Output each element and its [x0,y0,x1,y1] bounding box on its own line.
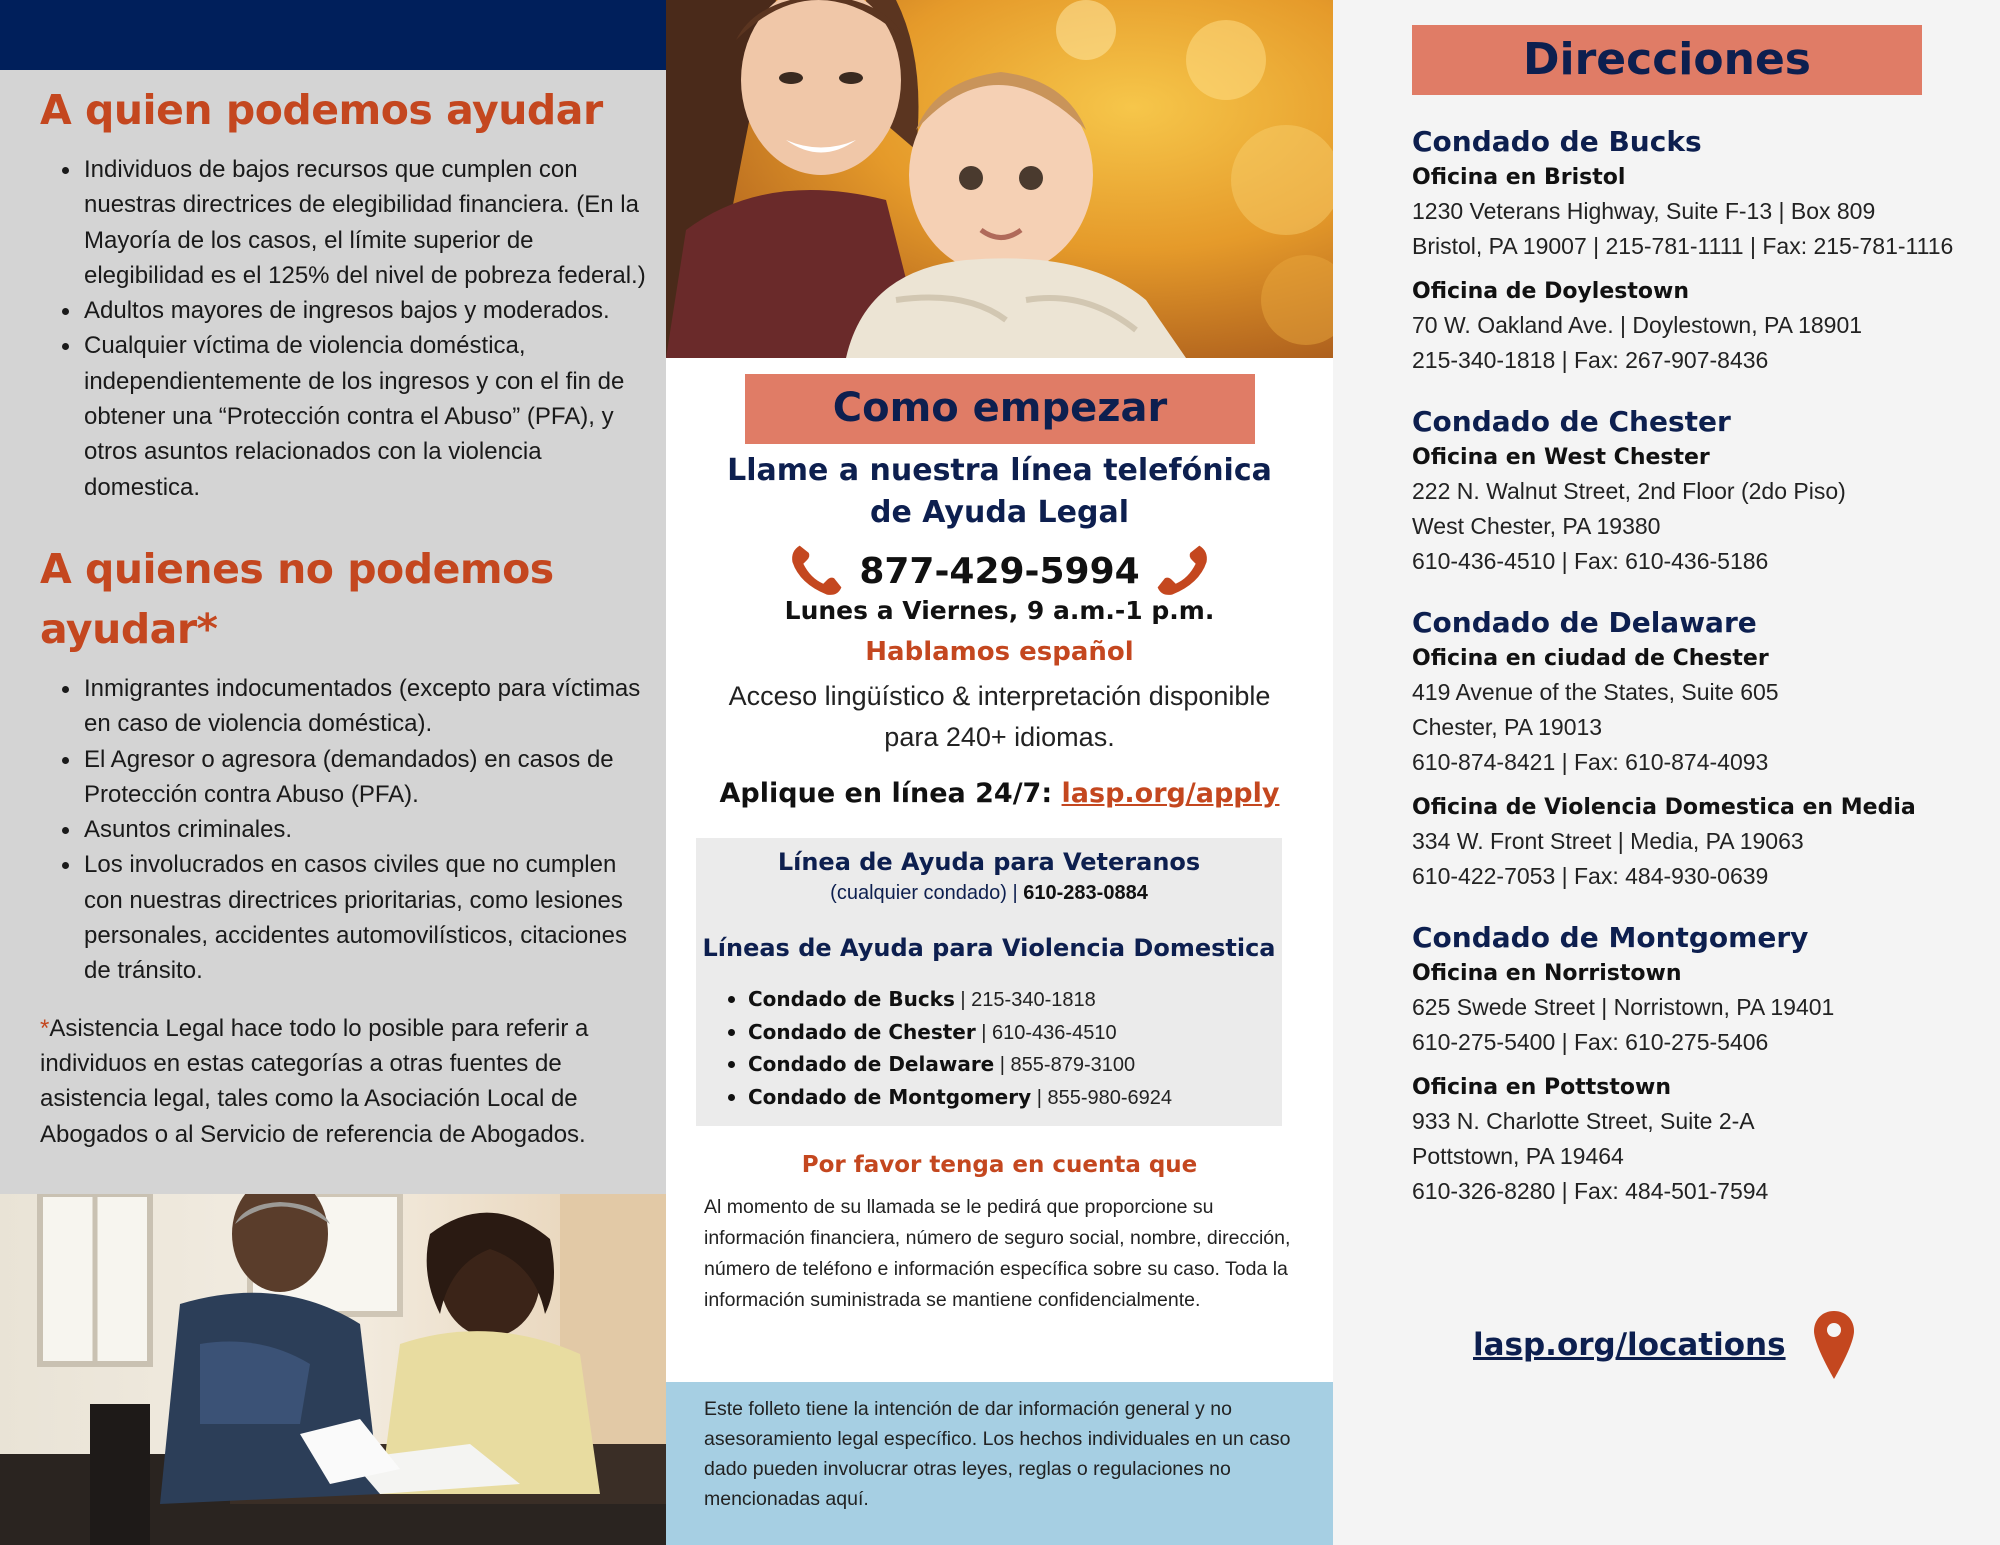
directions-banner: Direcciones [1412,25,1922,95]
office-address: 419 Avenue of the States, Suite 605 [1412,679,1779,705]
dv-county: Condado de Montgomery [748,1084,1032,1109]
disclaimer: Este folleto tiene la intención de dar información general y no asesoramiento legal específico. Los hechos individuales en un caso dado pueden involucrar otras leyes, reglas o regulaciones no mencionadas aquí. [666,1382,1333,1545]
veterans-helpline-title: Línea de Ayuda para Veteranos [777,848,1201,876]
office-contact: 610-275-5400 | Fax: 610-275-5406 [1412,1029,1769,1055]
dv-phone[interactable]: | 855-980-6924 [1031,1086,1172,1109]
eligibility-section [40,80,650,1152]
mother-and-baby-photo [666,0,1333,358]
dv-helplines-title: Líneas de Ayuda para Violencia Domestica [702,934,1276,962]
veterans-phone[interactable]: 610-283-0884 [1023,882,1148,904]
office-contact: 610-874-8421 | Fax: 610-874-4093 [1412,749,1769,775]
referral-note-text: Asistencia Legal hace todo lo posible para referir a individuos en estas categorías a otras fuentes de asistencia legal, tales como la Asociación Local de Abogados o al Servicio de referencia de Abogados. [40,1014,589,1148]
apply-separator: : [1041,778,1062,809]
list-item [726,1049,1172,1082]
apply-link[interactable]: lasp.org/apply [1061,778,1280,809]
dv-county: Condado de Bucks [748,987,955,1011]
locations-row [1473,1310,1943,1380]
office-address: 334 W. Front Street | Media, PA 19063 [1412,828,1804,854]
office-name: Oficina de Violencia Domestica en Media [1412,795,1916,820]
dv-helplines-list [726,984,1172,1114]
top-navy-bar [0,0,666,70]
office-address: Pottstown, PA 19464 [1412,1143,1624,1169]
veterans-scope: (cualquier condado) | [830,882,1024,904]
who-we-cannot-help-heading: A quienes no podemos ayudar* [40,544,554,653]
office-address: 625 Swede Street | Norristown, PA 19401 [1412,994,1835,1020]
office-contact: Bristol, PA 19007 | 215-781-1111 | Fax: 215-781-1116 [1412,233,1954,259]
who-we-cannot-help-list [40,671,650,989]
locations-link[interactable]: lasp.org/locations [1473,1327,1786,1363]
office-contact: 610-422-7053 | Fax: 484-930-0639 [1412,863,1769,889]
office-contact: 610-326-8280 | Fax: 484-501-7594 [1412,1178,1769,1204]
list-item: Individuos de bajos recursos que cumplen con nuestras directrices de elegibilidad financiera. (En la Mayoría de los casos, el límite superior de elegibilidad es el 125% del nivel de pobreza federal.) [40,152,650,293]
office-name: Oficina en Norristown [1412,961,1682,986]
office-name: Oficina de Doylestown [1412,279,1689,304]
office-address: Chester, PA 19013 [1412,714,1603,740]
please-note-body: Al momento de su llamada se le pedirá que proporcione su información financiera, número de seguro social, nombre, dirección, número de teléfono e información específica sobre su caso. Toda la información suministrada se mantiene confidencialmente. [704,1196,1291,1311]
helpline-title: Llame a nuestra línea telefónica de Ayuda Legal [727,453,1272,530]
please-note-title: Por favor tenga en cuenta que [801,1152,1198,1178]
list-item: Inmigrantes indocumentados (excepto para víctimas en caso de violencia doméstica). [40,671,650,742]
dv-phone[interactable]: | 610-436-4510 [975,1021,1117,1044]
right-panel [1333,0,2000,1545]
veterans-helpline-line [696,882,1282,905]
phone-icon [787,542,845,600]
dv-phone[interactable]: | 215-340-1818 [954,989,1096,1011]
spanish-spoken: Hablamos español [865,637,1134,667]
office-address: 933 N. Charlotte Street, Suite 2-A [1412,1108,1755,1134]
list-item: Los involucrados en casos civiles que no cumplen con nuestras directrices prioritarias, como lesiones personales, accidentes automovilísticos, citaciones de tránsito. [40,847,650,988]
left-panel [0,0,666,1545]
office-contact: 215-340-1818 | Fax: 267-907-8436 [1412,347,1769,373]
who-we-help-heading: A quien podemos ayudar [40,86,603,134]
apply-online [666,778,1333,809]
county-heading-bucks: Condado de Bucks [1412,125,1702,158]
helpline-phone-row [666,544,1333,598]
office-name: Oficina en Bristol [1412,165,1626,190]
county-heading-chester: Condado de Chester [1412,405,1731,438]
referral-note [40,1011,650,1152]
dv-phone[interactable]: | 855-879-3100 [994,1054,1136,1076]
office-address: West Chester, PA 19380 [1412,513,1661,539]
list-item [726,1082,1172,1115]
map-pin-icon [1812,1309,1856,1381]
office-name: Oficina en Pottstown [1412,1075,1671,1100]
office-address: 70 W. Oakland Ave. | Doylestown, PA 18901 [1412,312,1863,338]
language-access: Acceso lingüístico & interpretación disponible para 240+ idiomas. [728,681,1271,752]
dv-county: Condado de Chester [748,1019,976,1044]
county-heading-montgomery: Condado de Montgomery [1412,921,1809,954]
office-address: 222 N. Walnut Street, 2nd Floor (2do Piso) [1412,478,1846,504]
list-item [726,1017,1172,1050]
office-hours: Lunes a Viernes, 9 a.m.-1 p.m. [784,596,1215,625]
middle-panel [666,0,1333,1545]
apply-label: Aplique en línea 24/7 [719,778,1042,809]
office-contact: 610-436-4510 | Fax: 610-436-5186 [1412,548,1769,574]
phone-icon [1154,542,1212,600]
county-heading-delaware: Condado de Delaware [1412,606,1757,639]
office-name: Oficina en ciudad de Chester [1412,646,1769,671]
dv-county: Condado de Delaware [748,1052,995,1076]
office-address: 1230 Veterans Highway, Suite F-13 | Box 809 [1412,198,1876,224]
how-to-start-banner: Como empezar [745,374,1255,444]
asterisk: * [40,1014,50,1042]
list-item: El Agresor o agresora (demandados) en casos de Protección contra Abuso (PFA). [40,742,650,813]
helpline-phone-number[interactable]: 877-429-5994 [859,550,1140,592]
list-item: Adultos mayores de ingresos bajos y moderados. [40,293,650,328]
office-directory [1412,122,1982,1209]
who-we-help-list [40,152,650,505]
helplines-box [696,838,1282,1126]
list-item: Asuntos criminales. [40,812,650,847]
list-item: Cualquier víctima de violencia doméstica, independientemente de los ingresos y con el fin de obtener una “Protección contra el Abuso” (PFA), y otros asuntos relacionados con la violencia domestica. [40,328,650,504]
list-item [726,984,1172,1017]
office-name: Oficina en West Chester [1412,445,1710,470]
couple-reviewing-documents-photo [0,1194,666,1545]
